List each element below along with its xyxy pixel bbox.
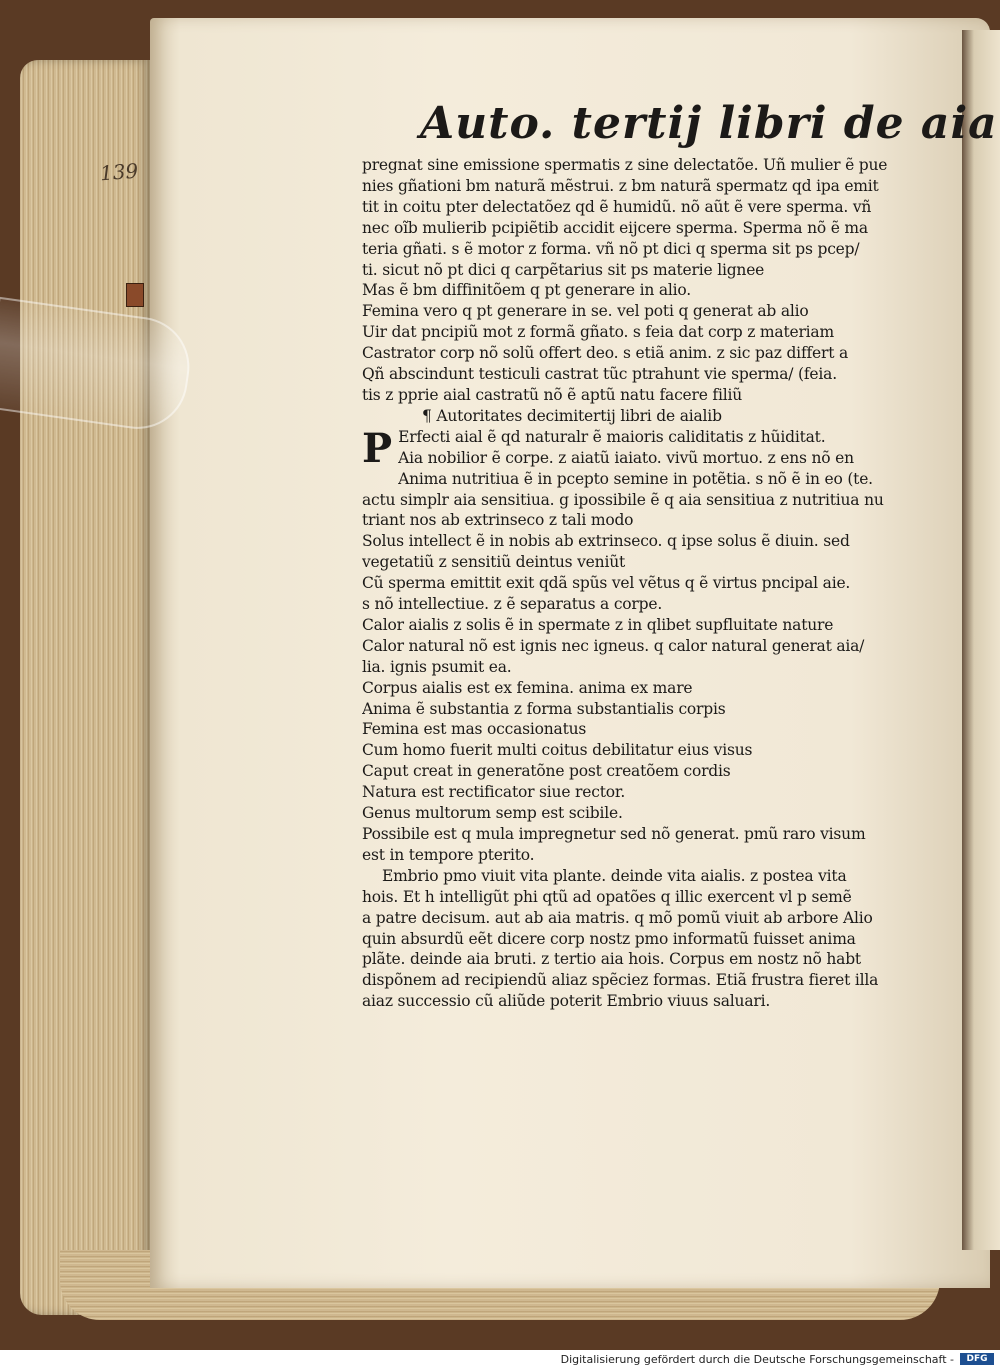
text-line: Cũ sperma emittit exit qdã spũs vel vẽtus q ẽ virtus pncipal aie. [362,574,851,593]
text-line: Uir dat pncipiũ mot z formã gñato. s feia dat corp z materiam [362,323,834,342]
footer-text: Digitalisierung gefördert durch die Deutsche Forschungsgemeinschaft - [560,1353,954,1366]
running-head: Auto. tertij libri de aia [420,98,998,149]
text-line: Castrator corp nõ solũ offert deo. s etiã anim. z sic paz differt a [362,344,848,363]
text-line: Cum homo fuerit multi coitus debilitatur eius visus [362,741,753,760]
text-line: tit in coitu pter delectatõez qd ẽ humidũ. nõ aũt ẽ vere sperma. vñ [362,197,872,216]
text-line: Corpus aialis est ex femina. anima ex mare [362,678,693,697]
text-line: a patre decisum. aut ab aia matris. q mõ pomũ viuit ab arbore Alio [362,908,873,927]
text-line: Possibile est q mula impregnetur sed nõ generat. pmũ raro visum [362,825,866,843]
text-line: est in tempore pterito. [362,845,535,864]
facing-page [962,30,1000,1250]
text-line: Embrio pmo viuit vita plante. deinde vita aialis. z postea vita [382,866,847,885]
text-line: triant nos ab extrinseco z tali modo [362,511,634,530]
text-line: aiaz successio cũ aliũde poterit Embrio viuus saluari. [362,992,771,1011]
footer [0,1350,1000,1368]
text-line: Natura est rectificator siue rector. [362,783,626,802]
margin-note: 139 [99,158,139,186]
text-line: teria gñati. s ẽ motor z forma. vñ nõ pt dici q sperma sit ps pcep/ [362,239,860,258]
text-line: s nõ intellectiue. z ẽ separatus a corpe. [362,595,663,614]
text-line: Qñ abscindunt testiculi castrat tũc ptrahunt vie sperma/ (feia. [362,365,837,384]
text-line: Anima nutritiua ẽ in pcepto semine in potẽtia. s nõ ẽ in eo (te. [398,469,873,488]
text-line: actu simplr aia sensitiua. g ipossibile ẽ q aia sensitiua z nutritiua nu [362,490,884,509]
text-line: Caput creat in generatõne post creatõem cordis [362,762,731,781]
text-line: vegetatiũ z sensitiũ deintus veniũt [362,553,626,572]
page-edges [20,60,150,1315]
text-line: Aia nobilior ẽ corpe. z aiatũ iaiato. vivũ mortuo. z ens nõ en [398,448,854,467]
text-line: Genus multorum semp est scibile. [362,804,623,823]
text-line: Femina vero q pt generare in se. vel poti q generat ab alio [362,302,809,321]
text-line: hois. Et h intelligũt phi qtũ ad opatões q illic exercent vl p semẽ [362,887,852,906]
text-line: nec oĩb mulierib pcipiẽtib accidit eijcere sperma. Sperma nõ ẽ ma [362,218,868,237]
text-line: nies gñationi bm naturã mẽstrui. z bm naturã spermatz qd ipa emit [362,176,879,195]
initial-letter: P [362,424,393,472]
text-line: Erfecti aial ẽ qd naturalr ẽ maioris caliditatis z hũiditat. [398,427,826,446]
text-line: Calor natural nõ est ignis nec igneus. q calor natural generat aia/ [362,636,865,655]
text-line: lia. ignis psumit ea. [362,657,512,676]
text-line: dispõnem ad recipiendũ aliaz spẽciez formas. Etiã frustra fieret illa [362,971,879,990]
text-line: tis z pprie aial castratũ nõ ẽ aptũ natu facere filiũ [362,385,743,404]
dfg-logo: DFG [960,1353,994,1365]
section-heading: ¶ Autoritates decimitertij libri de aialib [422,406,722,425]
text-line: quin absurdũ eẽt dicere corp nostz pmo informatũ fuisset anima [362,929,856,948]
text-line: pregnat sine emissione spermatis z sine delectatõe. Uñ mulier ẽ pue [362,156,888,174]
text-line: Femina est mas occasionatus [362,720,587,739]
text-line: Solus intellect ẽ in nobis ab extrinseco. q ipse solus ẽ diuin. sed [362,532,850,551]
text-line: Calor aialis z solis ẽ in spermate z in qlibet supfluitate nature [362,615,834,634]
library-tab [126,283,144,307]
text-line: plãte. deinde aia bruti. z tertio aia hois. Corpus em nostz nõ habt [362,950,861,969]
text-line: Mas ẽ bm diffinitõem q pt generare in alio. [362,281,691,300]
text-block [362,155,922,1012]
text-line: Anima ẽ substantia z forma substantialis corpis [362,699,726,718]
text-line: ti. sicut nõ pt dici q carpẽtarius sit ps materie lignee [362,260,765,279]
